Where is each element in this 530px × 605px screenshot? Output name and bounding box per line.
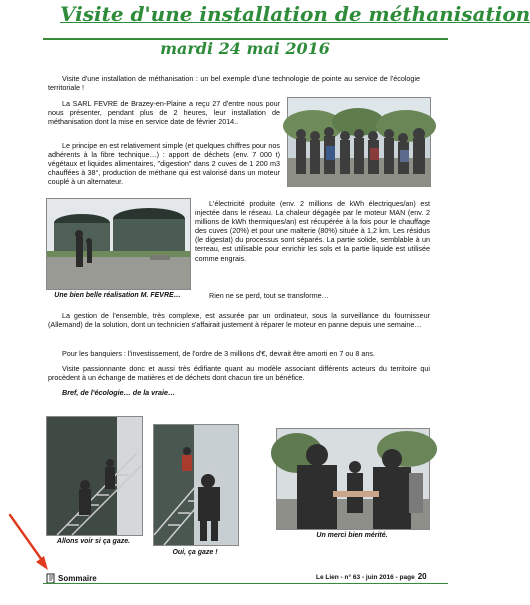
issue-info — [316, 572, 427, 581]
paragraph-management: La gestion de l'ensemble, très complexe, est assurée par un ordinateur, sous la surveillance du fournisseur (Allemand) de la solution, dont un technicien s'affairait justement à réparer le moteur en panne depuis une semaine… — [48, 311, 430, 330]
handshake-image — [277, 429, 429, 529]
paragraph-electricity: L'électricité produite (env. 2 millions de kWh électriques/an) est injectée dans le réseau. La chaleur dégagée par le moteur MAN (env. 2 millions de kWh thermiques/an) est récupérée à la fois pour le chauffage des cuves (20%) et pour une malterie (80%) située à 1,2 km. Les résidus (le digestat) du processus sont séparés. La partie solide, semblable à un terreau, est utilisable pour enrichir les sols et la partie liquide est utilisée comme engrais. — [195, 199, 430, 263]
caption-digester-tanks: Une bien belle réalisation M. FEVRE… — [54, 292, 181, 299]
photo-digester-tanks — [46, 198, 191, 290]
paragraph-ecology: Bref, de l'écologie… de la vraie… — [62, 388, 176, 397]
paragraph-principle: Le principe en est relativement simple (et quelques chiffres pour nos adhérents à la fibre technique…) : apport de déchets (env. 7 000 t) végétaux et liquides alimentaires, "digestion" dans 2 cuves de 1 200 m3 chauffées à 38°, production de méthane qui est valorisé dans un moteur couplé à un alternateur. — [48, 141, 280, 187]
caption-handshake: Un merci bien mérité. — [316, 532, 388, 539]
page-number: 20 — [417, 572, 427, 581]
digester-tanks-image — [47, 199, 190, 289]
caption-man-on-stairs: Oui, ça gaze ! — [172, 549, 218, 556]
paragraph-investment: Pour les banquiers : l'investissement, de l'ordre de 3 millions d'€, devrait être amorti en 7 ou 8 ans. — [62, 349, 375, 358]
photo-stairs-ascent — [46, 416, 143, 536]
photo-group-visitors — [287, 97, 431, 187]
photo-handshake — [276, 428, 430, 530]
photo-man-on-stairs — [153, 424, 239, 546]
paragraph-host: La SARL FEVRE de Brazey-en-Plaine a reçu 27 d'entre nous pour nous présenter, pendant plus de 2 heures, leur installation de méthanisation dont la mise en service date de février 2014.. — [48, 99, 280, 127]
article-date: mardi 24 mai 2016 — [160, 39, 330, 58]
stairs-ascent-image — [47, 417, 142, 535]
issue-label: Le Lien - n° 63 - juin 2016 - page — [316, 574, 415, 581]
paragraph-conclusion: Visite passionnante donc et aussi très édifiante quant au modèle associant différents acteurs du territoire qui procèdent à un échange de matières et de déchets dont chacun tire un bénéfice. — [48, 364, 430, 383]
footer-rule — [43, 583, 448, 584]
sommaire-label[interactable]: Sommaire — [58, 574, 97, 583]
article-title: Visite d'une installation de méthanisation — [60, 2, 530, 26]
paragraph-transform: Rien ne se perd, tout se transforme… — [209, 291, 329, 300]
caption-stairs-ascent: Allons voir si ça gaze. — [56, 538, 131, 545]
paragraph-intro: Visite d'une installation de méthanisation : un bel exemple d'une technologie de pointe au service de l'écologie territoriale ! — [48, 74, 420, 93]
man-on-stairs-image — [154, 425, 238, 545]
group-visitors-image — [288, 98, 430, 186]
